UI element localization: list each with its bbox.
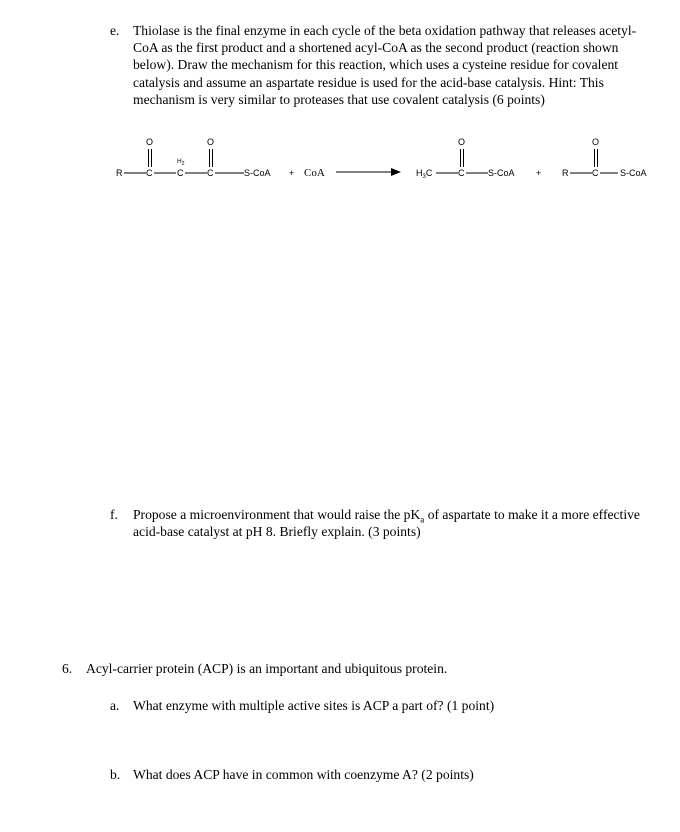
s-coa-2: S-CoA [488,168,515,178]
question-6-label: 6. [62,661,73,676]
question-e-text: Thiolase is the final enzyme in each cycle of the beta oxidation pathway that releases acetyl-CoA as the first product and a shortened acyl-CoA as the second product (reaction shown below). Draw the mechanism for this reaction, which uses a cysteine residue for covalent catalysis and assume an aspartate residue is used for the acid-base catalysis. Hint: This mechanism is very similar to proteases that use covalent catalysis (6 points) [133,23,637,107]
question-e-label: e. [110,23,120,38]
carbon-3: C [207,168,214,178]
h3c-group: $H_3C$ [416,168,433,180]
product-acetyl-coa [416,137,515,180]
oxygen-4: O [592,137,600,147]
coa-reagent: CoA [304,167,325,179]
h2-label: $H_2$ [177,158,185,167]
question-f-text: Propose a microenvironment that would raise the $pK_a$ of aspartate to make it a more effective acid-base catalyst at pH 8. Briefly explain. (3 points) [133,507,640,540]
oxygen-2: O [207,137,215,147]
s-coa-1: S-CoA [244,168,271,178]
question-6b-label: b. [110,767,121,782]
r-group-1: R [116,168,123,178]
question-6b-text: What does ACP have in common with coenzyme A? (2 points) [133,767,474,782]
oxygen-3: O [458,137,466,147]
oxygen-1: O [146,137,154,147]
carbon-2: C [177,168,184,178]
carbon-1: C [146,168,153,178]
reaction-scheme [0,128,680,196]
question-6a-text: What enzyme with multiple active sites is ACP a part of? (1 point) [133,698,495,713]
carbon-5: C [592,168,599,178]
reactant-acyl-coa [116,137,271,178]
s-coa-3: S-CoA [620,168,647,178]
r-group-2: R [562,168,569,178]
question-6-text: Acyl-carrier protein (ACP) is an important and ubiquitous protein. [86,661,448,676]
carbon-4: C [458,168,465,178]
question-6a-label: a. [110,698,120,713]
plus-2: + [536,168,542,178]
product-shortened-acyl-coa [562,137,647,178]
question-f-label: f. [110,507,118,522]
plus-1: + [289,168,295,178]
